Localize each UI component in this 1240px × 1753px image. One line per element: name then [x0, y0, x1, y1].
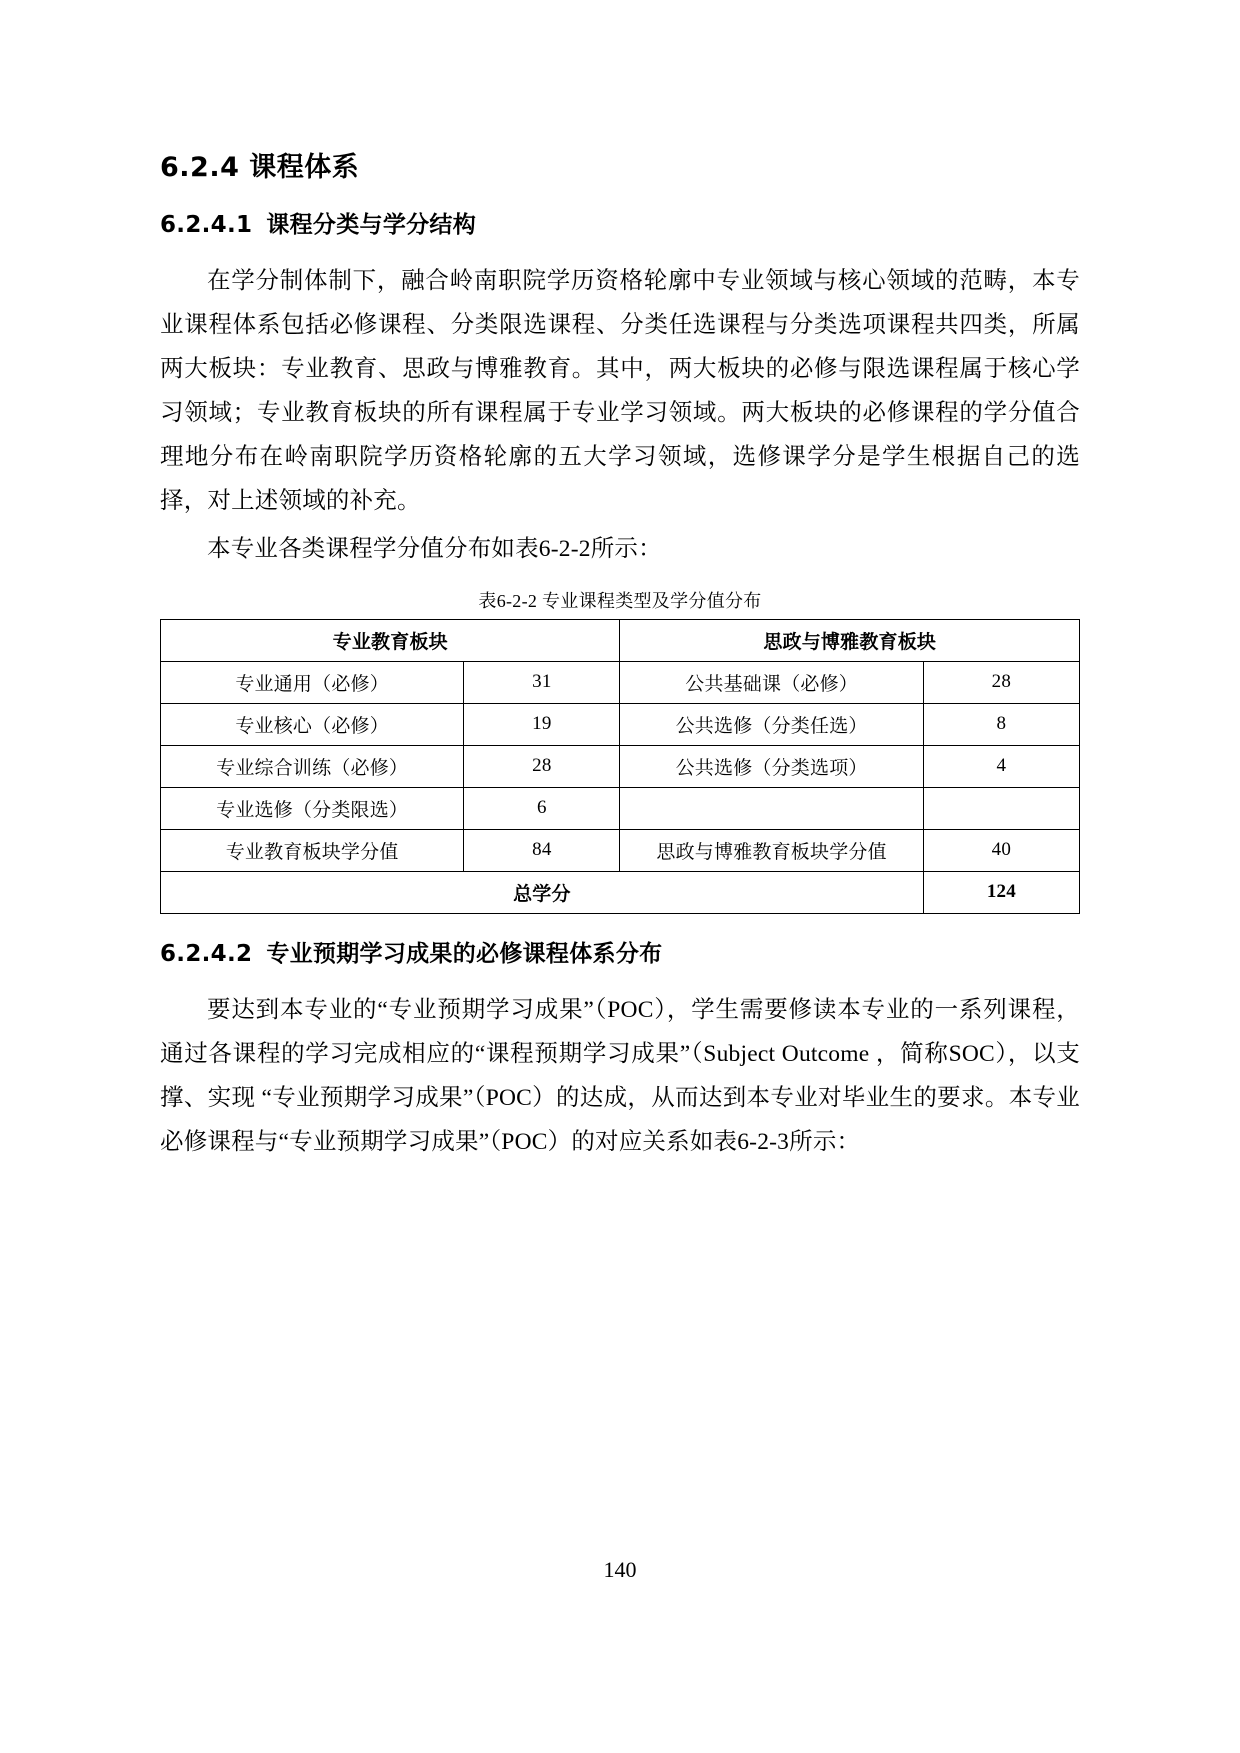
table-total-value: 124 [923, 871, 1079, 913]
table-cell: 19 [464, 703, 620, 745]
table-cell: 6 [464, 787, 620, 829]
subsection-1-number: 6.2.4.1 [160, 212, 253, 239]
table-row [161, 703, 1080, 745]
table-cell: 28 [464, 745, 620, 787]
table-cell: 专业综合训练（必修） [161, 745, 464, 787]
subsection-2-heading [160, 940, 1080, 970]
table-row [161, 787, 1080, 829]
paragraph-2: 本专业各类课程学分值分布如表6-2-2所示： [207, 535, 662, 562]
subsection-1-title: 课程分类与学分结构 [266, 212, 477, 239]
subsection-1-heading [160, 211, 1080, 241]
subsection-2-title: 专业预期学习成果的必修课程体系分布 [266, 940, 663, 967]
table-cell: 28 [923, 661, 1079, 703]
table-cell: 84 [464, 829, 620, 871]
table-cell: 4 [923, 745, 1079, 787]
table-cell [923, 787, 1079, 829]
section-heading: 6.2.4 课程体系 [160, 152, 360, 183]
table-cell: 思政与博雅教育板块学分值 [620, 829, 923, 871]
table-total-row [161, 871, 1080, 913]
table-cell: 专业核心（必修） [161, 703, 464, 745]
page-number: 140 [603, 1557, 637, 1582]
table-header-row [161, 619, 1080, 661]
table-header-cell-professional: 专业教育板块 [161, 619, 620, 661]
credits-table [160, 619, 1080, 914]
table-row [161, 661, 1080, 703]
table-cell: 公共选修（分类任选） [620, 703, 923, 745]
table-cell: 公共选修（分类选项） [620, 745, 923, 787]
table-cell [620, 787, 923, 829]
table-cell: 专业选修（分类限选） [161, 787, 464, 829]
table-cell: 8 [923, 703, 1079, 745]
table-cell: 专业通用（必修） [161, 661, 464, 703]
paragraph-1: 在学分制体制下，融合岭南职院学历资格轮廓中专业领域与核心领域的范畴，本专业课程体系包括必修课程、分类限选课程、分类任选课程与分类选项课程共四类，所属两大板块：专业教育、思政与博雅教育。其中，两大板块的必修与限选课程属于核心学习领域；专业教育板块的所有课程属于专业学习领域。两大板块的必修课程的学分值合理地分布在岭南职院学历资格轮廓的五大学习领域，选修课学分是学生根据自己的选择，对上述领域的补充。 [160, 267, 1080, 514]
paragraph-3: 要达到本专业的“专业预期学习成果”（POC），学生需要修读本专业的一系列课程，通过各课程的学习完成相应的“课程预期学习成果”（Subject Outcome ，简称SOC），以支撑、实现 “专业预期学习成果”（POC）的达成，从而达到本专业对毕业生的要求。本专业必修课程与“专业预期学习成果”（POC）的对应关系如表6-2-3所示： [160, 996, 1080, 1155]
table-cell: 31 [464, 661, 620, 703]
table-row [161, 745, 1080, 787]
table-cell: 公共基础课（必修） [620, 661, 923, 703]
table-row [161, 829, 1080, 871]
table-header-cell-liberal: 思政与博雅教育板块 [620, 619, 1080, 661]
subsection-2-number: 6.2.4.2 [160, 940, 253, 967]
table-total-label: 总学分 [161, 871, 924, 913]
table-cell: 40 [923, 829, 1079, 871]
table-cell: 专业教育板块学分值 [161, 829, 464, 871]
table-caption: 表6-2-2 专业课程类型及学分值分布 [478, 590, 762, 611]
